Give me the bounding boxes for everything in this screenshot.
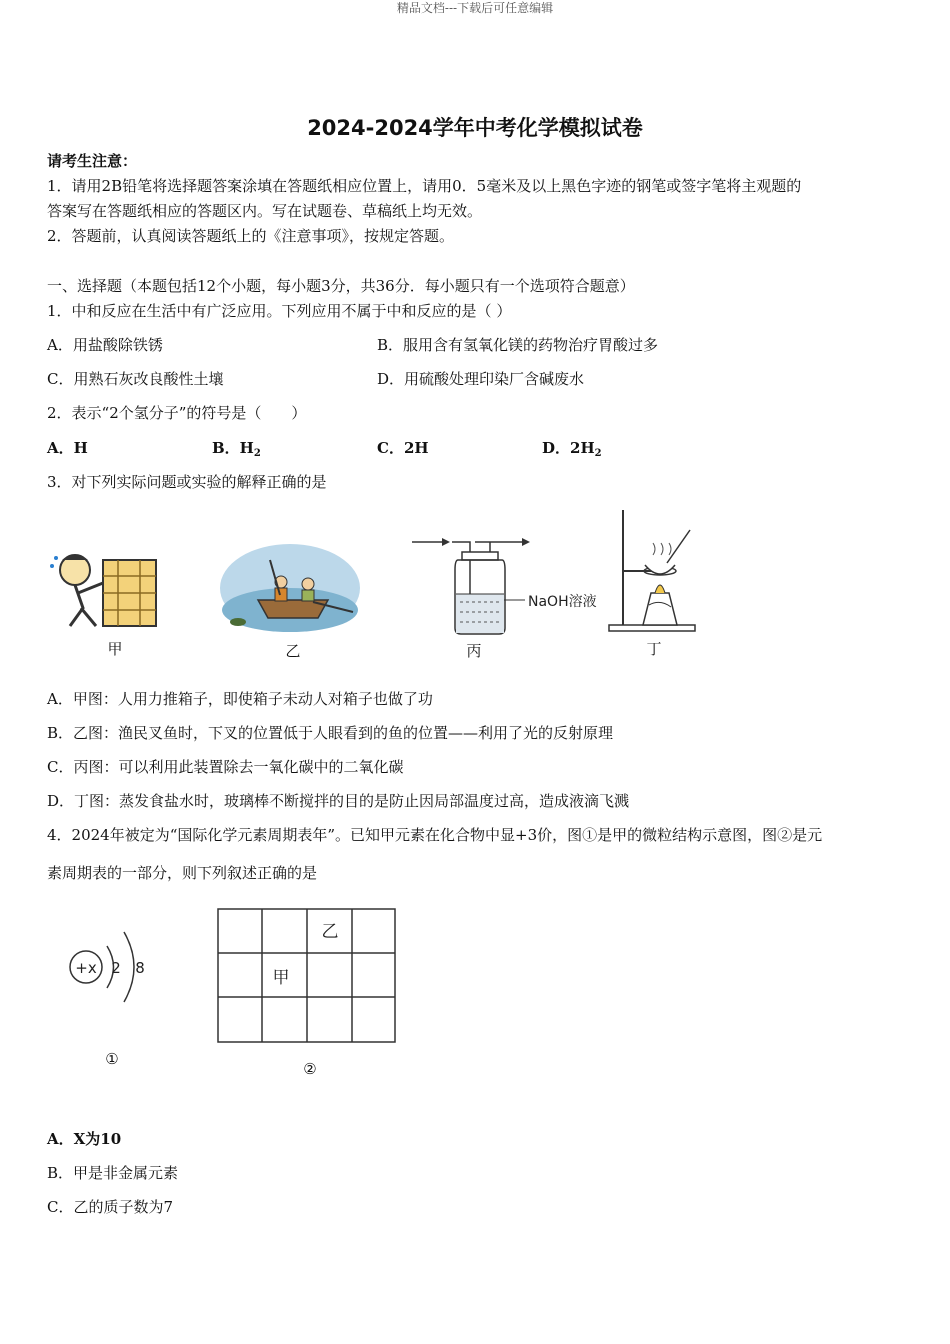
q1-option-b: B．服用含有氢氧化镁的药物治疗胃酸过多 bbox=[377, 336, 659, 354]
figure-bing-gas-bottle bbox=[410, 530, 605, 638]
q1-stem: 1．中和反应在生活中有广泛应用。下列应用不属于中和反应的是（ ） bbox=[47, 302, 512, 320]
periodic-table-fragment bbox=[217, 907, 397, 1044]
figure-ding-evaporation bbox=[605, 505, 700, 635]
q1-option-c: C．用熟石灰改良酸性土壤 bbox=[47, 370, 224, 388]
caption-jia: 甲 bbox=[107, 640, 123, 658]
notice-heading: 请考生注意： bbox=[47, 152, 138, 170]
notice-line-1a: 1．请用2B铅笔将选择题答案涂填在答题纸相应位置上，请用0．5毫米及以上黑色字迹的钢笔或签字笔将主观题的 bbox=[47, 177, 802, 195]
caption-yi: 乙 bbox=[285, 642, 301, 660]
q4-option-a: A．X为10 bbox=[47, 1130, 122, 1148]
q4-stem-b: 素周期表的一部分，则下列叙述正确的是 bbox=[47, 864, 318, 882]
figure-jia-pushing-box bbox=[48, 548, 163, 633]
q3-option-d: D．丁图：蒸发食盐水时，玻璃棒不断搅拌的目的是防止因局部温度过高，造成液滴飞溅 bbox=[47, 792, 630, 810]
cell-jia: 甲 bbox=[272, 968, 290, 988]
q3-option-b: B．乙图：渔民叉鱼时，下叉的位置低于人眼看到的鱼的位置——利用了光的反射原理 bbox=[47, 724, 614, 742]
nucleus-charge: +x bbox=[75, 959, 97, 977]
page-header: 精品文档---下载后可任意编辑 bbox=[396, 1, 554, 15]
figure-2-label: ② bbox=[303, 1060, 317, 1078]
q1-option-d: D．用硫酸处理印染厂含碱废水 bbox=[377, 370, 585, 388]
notice-line-1b: 答案写在答题纸相应的答题区内。写在试题卷、草稿纸上均无效。 bbox=[47, 202, 483, 220]
shell-1-electrons: 2 bbox=[111, 959, 121, 977]
q2-option-c: C．2H bbox=[377, 439, 429, 457]
q4-option-b: B．甲是非金属元素 bbox=[47, 1164, 179, 1182]
page-title: 2024-2024学年中考化学模拟试卷 bbox=[307, 116, 643, 140]
q2-option-d: D．$2H_2$ bbox=[542, 439, 602, 459]
cell-yi: 乙 bbox=[321, 922, 339, 942]
figure-yi-fishing bbox=[218, 540, 363, 633]
q4-stem-a: 4．2024年被定为“国际化学元素周期表年”。已知甲元素在化合物中显+3价，图①是甲的微粒结构示意图，图②是元 bbox=[47, 826, 823, 844]
q4-option-c: C．乙的质子数为7 bbox=[47, 1198, 174, 1216]
q3-option-c: C．丙图：可以利用此装置除去一氧化碳中的二氧化碳 bbox=[47, 758, 404, 776]
q2-stem: 2．表示“2个氢分子”的符号是（ ） bbox=[47, 404, 307, 422]
q3-option-a: A．甲图：人用力推箱子，即使箱子未动人对箱子也做了功 bbox=[47, 690, 433, 708]
q2-option-a: A．H bbox=[47, 439, 88, 457]
notice-line-2: 2．答题前，认真阅读答题纸上的《注意事项》，按规定答题。 bbox=[47, 227, 455, 245]
section-heading: 一、选择题（本题包括12个小题，每小题3分，共36分．每小题只有一个选项符合题意） bbox=[47, 277, 635, 295]
figure-atom-structure bbox=[62, 920, 172, 1012]
caption-bing: 丙 bbox=[466, 642, 482, 660]
caption-ding: 丁 bbox=[646, 640, 662, 658]
naoh-label: NaOH溶液 bbox=[528, 594, 597, 610]
shell-2-electrons: 8 bbox=[135, 959, 145, 977]
q3-stem: 3．对下列实际问题或实验的解释正确的是 bbox=[47, 473, 327, 491]
q1-option-a: A．用盐酸除铁锈 bbox=[47, 336, 163, 354]
q2-option-b: B．$H_2$ bbox=[212, 439, 261, 459]
figure-1-label: ① bbox=[105, 1050, 119, 1068]
